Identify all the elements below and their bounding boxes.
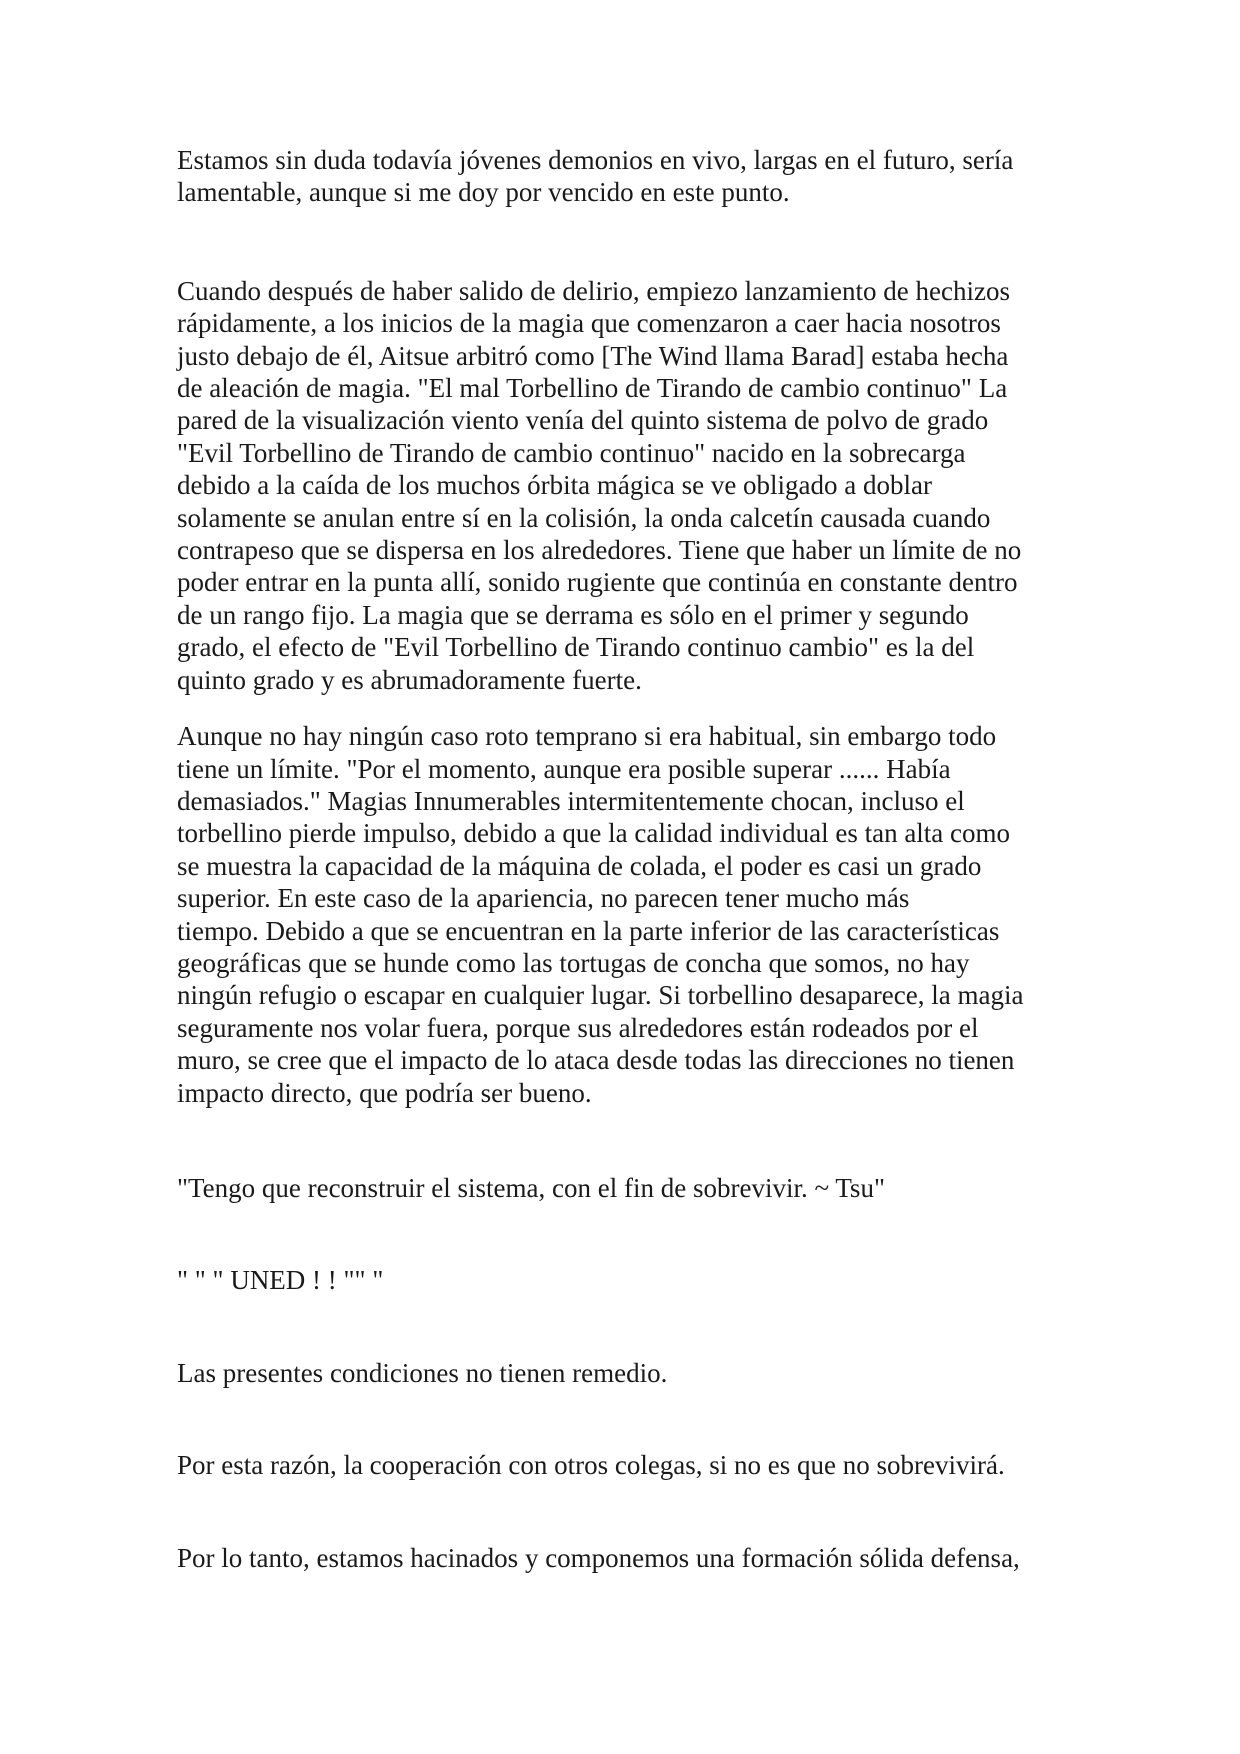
- text-line: tiempo. Debido a que se encuentran en la parte inferior de las características: [177, 915, 1000, 946]
- paragraph-5: [177, 1264, 1077, 1296]
- text-line: rápidamente, a los inicios de la magia que comenzaron a caer hacia nosotros: [177, 308, 1001, 339]
- text-line: tiene un límite. "Por el momento, aunque era posible superar ...... Había: [177, 753, 951, 784]
- text-line: debido a la caída de los muchos órbita mágica se ve obligado a doblar: [177, 470, 932, 501]
- text-line: pared de la visualización viento venía del quinto sistema de polvo de grado: [177, 405, 989, 436]
- text-line: justo debajo de él, Aitsue arbitró como [The Wind llama Barad] estaba hecha: [177, 340, 1009, 371]
- text-line: contrapeso que se dispersa en los alrededores. Tiene que haber un límite de no: [177, 535, 1022, 566]
- text-line: Por esta razón, la cooperación con otros colegas, si no es que no sobrevivirá.: [177, 1450, 1005, 1481]
- text-line: grado, el efecto de "Evil Torbellino de Tirando continuo cambio" es la del: [177, 632, 975, 663]
- text-line: "Evil Torbellino de Tirando de cambio continuo" nacido en la sobrecarga: [177, 437, 966, 468]
- text-line: seguramente nos volar fuera, porque sus alrededores están rodeados por el: [177, 1012, 979, 1043]
- text-line: demasiados." Magias Innumerables intermitentemente chocan, incluso el: [177, 785, 965, 816]
- text-line: poder entrar en la punta allí, sonido rugiente que continúa en constante dentro: [177, 567, 1018, 598]
- text-line: torbellino pierde impulso, debido a que la calidad individual es tan alta como: [177, 818, 1011, 849]
- text-line: superior. En este caso de la apariencia, no parecen tener mucho más: [177, 883, 910, 914]
- paragraph-3: [177, 720, 1077, 1109]
- text-body: [177, 144, 1077, 1574]
- text-line: Las presentes condiciones no tienen remedio.: [177, 1357, 668, 1388]
- paragraph-4: [177, 1172, 1077, 1204]
- text-line: Cuando después de haber salido de delirio, empiezo lanzamiento de hechizos: [177, 275, 1010, 306]
- text-line: Estamos sin duda todavía jóvenes demonios en vivo, largas en el futuro, sería: [177, 145, 1014, 175]
- text-line: impacto directo, que podría ser bueno.: [177, 1077, 592, 1108]
- text-line: "Tengo que reconstruir el sistema, con el fin de sobrevivir. ~ Tsu": [177, 1172, 885, 1203]
- paragraph-1: [177, 144, 1077, 209]
- text-line: solamente se anulan entre sí en la colisión, la onda calcetín causada cuando: [177, 502, 991, 533]
- text-line: ningún refugio o escapar en cualquier lugar. Si torbellino desaparece, la magia: [177, 980, 1024, 1011]
- text-line: lamentable, aunque si me doy por vencido en este punto.: [177, 177, 790, 208]
- text-line: de un rango fijo. La magia que se derrama es sólo en el primer y segundo: [177, 599, 969, 630]
- paragraph-8: [177, 1542, 1077, 1574]
- text-line: Por lo tanto, estamos hacinados y componemos una formación sólida defensa,: [177, 1542, 1020, 1573]
- paragraph-2: [177, 275, 1077, 696]
- text-line: se muestra la capacidad de la máquina de colada, el poder es casi un grado: [177, 850, 982, 881]
- text-line: muro, se cree que el impacto de lo ataca desde todas las direcciones no tienen: [177, 1045, 1015, 1076]
- paragraph-7: [177, 1449, 1077, 1481]
- text-line: geográficas que se hunde como las tortugas de concha que somos, no hay: [177, 947, 970, 978]
- text-line: de aleación de magia. "El mal Torbellino de Tirando de cambio continuo" La: [177, 373, 1008, 404]
- text-line: Aunque no hay ningún caso roto temprano si era habitual, sin embargo todo: [177, 721, 997, 752]
- paragraph-6: [177, 1357, 1077, 1389]
- text-line: " " " UNED ! ! "" ": [177, 1265, 384, 1296]
- text-line: quinto grado y es abrumadoramente fuerte.: [177, 664, 642, 695]
